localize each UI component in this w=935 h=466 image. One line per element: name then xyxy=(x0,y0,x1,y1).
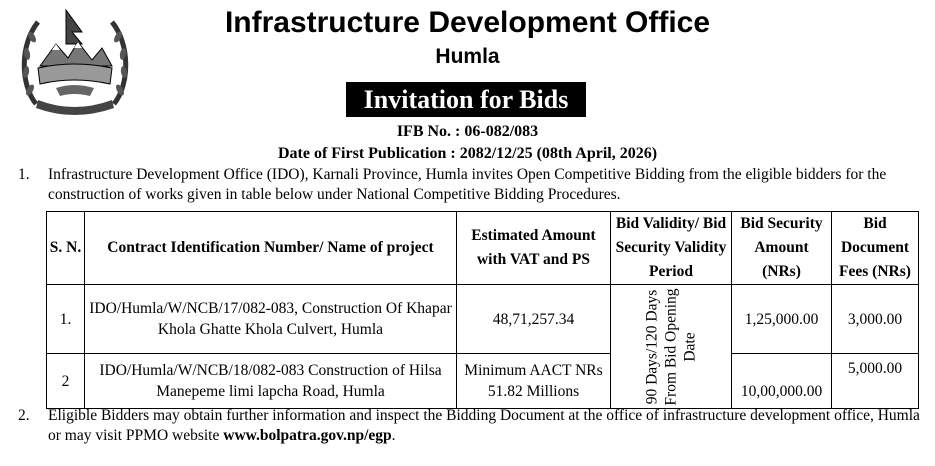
cell-validity xyxy=(611,285,732,409)
validity-period-text: 90 Days/120 Days From Bid Opening Date xyxy=(643,287,699,406)
table-header-row xyxy=(47,212,919,285)
cell-contract: IDO/Humla/W/NCB/18/082-083 Construction of Hilsa Manepeme limi lapcha Road, Humla xyxy=(85,354,457,409)
cell-sn: 1. xyxy=(47,285,85,354)
paragraph-2-text xyxy=(48,406,930,446)
invitation-banner: Invitation for Bids xyxy=(346,82,586,117)
cell-amount: 48,71,257.34 xyxy=(457,285,611,354)
publication-date: Date of First Publication : 2082/12/25 (08th April, 2026) xyxy=(277,145,658,162)
bids-table xyxy=(46,211,919,409)
cell-fees: 3,000.00 xyxy=(832,285,919,354)
paragraph-2-body: Eligible Bidders may obtain further information and inspect the Bidding Document at the office of infrastructure development office, Humla or may visit PPMO website xyxy=(48,407,920,444)
table-row xyxy=(47,285,919,354)
cell-security: 1,25,000.00 xyxy=(732,285,832,354)
header-amount: Estimated Amount with VAT and PS xyxy=(457,212,611,285)
header-security: Bid Security Amount (NRs) xyxy=(732,212,832,285)
paragraph-1-number: 1. xyxy=(18,166,30,183)
cell-amount: Minimum AACT NRs 51.82 Millions xyxy=(457,354,611,409)
header-fees: Bid Document Fees (NRs) xyxy=(832,212,919,285)
ifb-number: IFB No. : 06-082/083 xyxy=(396,123,539,140)
office-title: Infrastructure Development Office xyxy=(224,6,711,39)
office-location: Humla xyxy=(435,45,500,68)
table-row xyxy=(47,354,919,409)
header-sn: S. N. xyxy=(47,212,85,285)
paragraph-2-end: . xyxy=(391,427,396,444)
cell-security: 10,00,000.00 xyxy=(732,354,832,409)
header-contract: Contract Identification Number/ Name of project xyxy=(85,212,457,285)
cell-fees: 5,000.00 xyxy=(832,354,919,409)
paragraph-1-text: Infrastructure Development Office (IDO), Karnali Province, Humla invites Open Competitive Bidding from the eligible bidders for the construction of works given in table below under National Competitive Bidding Procedures. xyxy=(48,166,887,203)
cell-contract: IDO/Humla/W/NCB/17/082-083, Construction Of Khapar Khola Ghatte Khola Culvert, Humla xyxy=(85,285,457,354)
paragraph-2-number: 2. xyxy=(18,407,30,424)
cell-sn: 2 xyxy=(47,354,85,409)
header-validity: Bid Validity/ Bid Security Validity Period xyxy=(611,212,732,285)
ppmo-website-link[interactable]: www.bolpatra.gov.np/egp xyxy=(223,427,392,444)
